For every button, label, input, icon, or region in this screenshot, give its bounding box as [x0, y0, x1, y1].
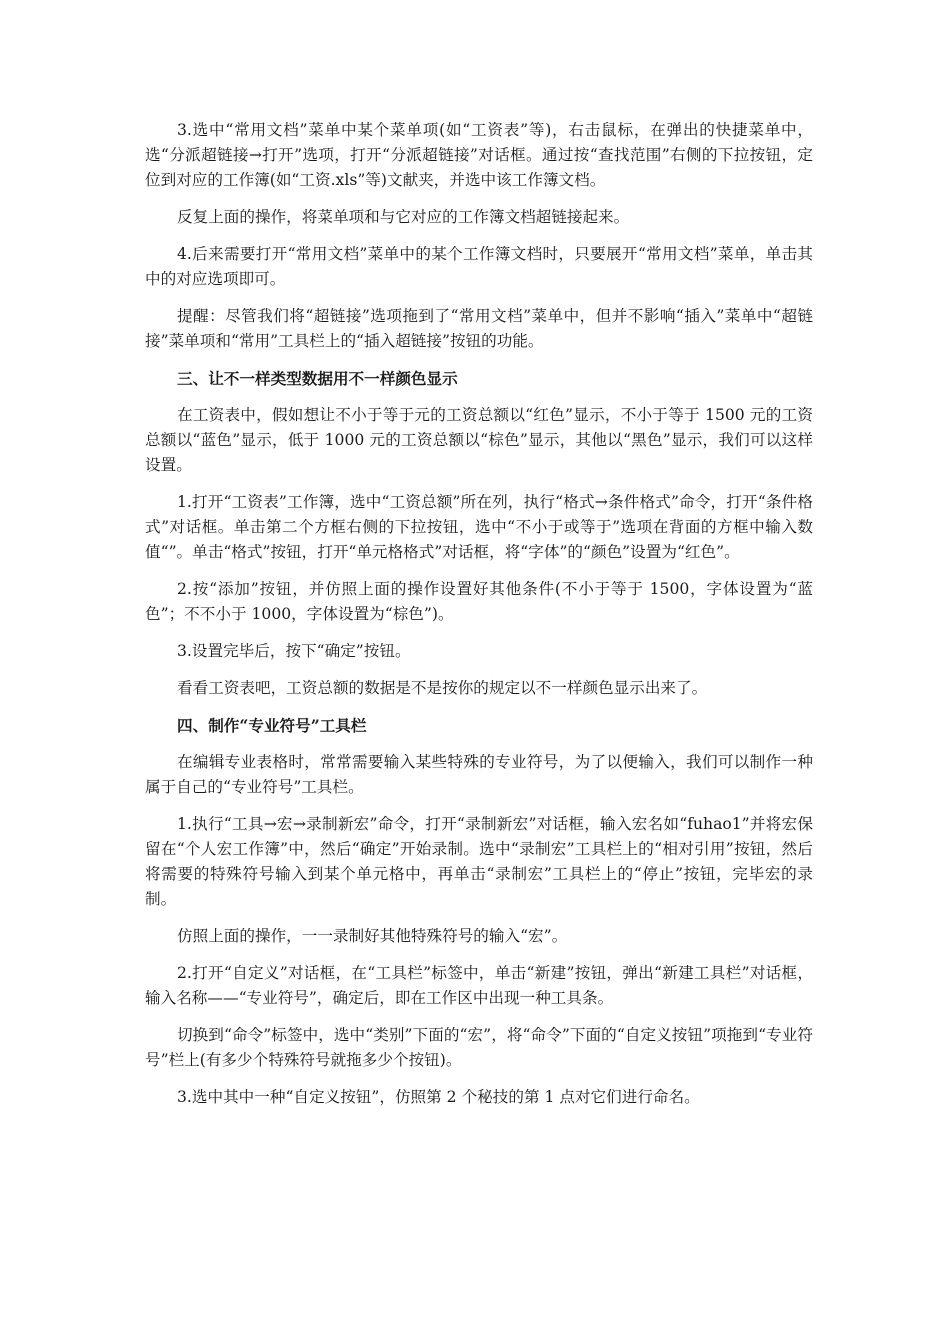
paragraph-command-tab: 切换到“命令”标签中，选中“类别”下面的“宏”，将“命令”下面的“自定义按钮”项拖到“专业符号”栏上(有多少个特殊符号就拖多少个按钮)。 [145, 1026, 813, 1069]
paragraph-step1-macro: 1.执行“工具→宏→录制新宏”命令，打开“录制新宏”对话框，输入宏名如“fuhao1”并将宏保留在“个人宏工作簿”中，然后“确定”开始录制。选中“录制宏”工具栏上的“相对引用”按钮，然后将需要的特殊符号输入到某个单元格中，再单击“录制宏”工具栏上的“停止”按钮，完毕宏的录制。 [145, 815, 813, 908]
paragraph-toolbar-intro: 在编辑专业表格时，常常需要输入某些特殊的专业符号，为了以便输入，我们可以制作一种属于自己的“专业符号”工具栏。 [145, 753, 813, 796]
paragraph-step2-add: 2.按“添加”按钮，并仿照上面的操作设置好其他条件(不小于等于 1500，字体设置为“蓝色”；不不小于 1000，字体设置为“棕色”)。 [145, 580, 813, 623]
paragraph-repeat-macro: 仿照上面的操作，一一录制好其他特殊符号的输入“宏”。 [177, 927, 568, 945]
paragraph-salary-intro: 在工资表中，假如想让不小于等于元的工资总额以“红色”显示，不小于等于 1500 元的工资总额以“蓝色”显示，低于 1000 元的工资总额以“棕色”显示，其他以“黑色”显示，我们可以这样设置。 [145, 406, 813, 474]
paragraph-step2-customize: 2.打开“自定义”对话框，在“工具栏”标签中，单击“新建”按钮，弹出“新建工具栏”对话框，输入名称——“专业符号”，确定后，即在工作区中出现一种工具条。 [145, 964, 813, 1007]
paragraph-step4-open: 4.后来需要打开“常用文档”菜单中的某个工作簿文档时，只要展开“常用文档”菜单，单击其中的对应选项即可。 [145, 245, 813, 288]
paragraph-reminder: 提醒：尽管我们将“超链接”选项拖到了“常用文档”菜单中，但并不影响“插入”菜单中“超链接”菜单项和“常用”工具栏上的“插入超链接”按钮的功能。 [145, 307, 813, 350]
paragraph-repeat-operation: 反复上面的操作，将菜单项和与它对应的工作簿文档超链接起来。 [177, 208, 630, 226]
paragraph-step3-confirm: 3.设置完毕后，按下“确定”按钮。 [177, 642, 411, 660]
section-heading-3: 三、让不一样类型数据用不一样颜色显示 [177, 369, 458, 388]
paragraph-step3-hyperlink: 3.选中“常用文档”菜单中某个菜单项(如“工资表”等)，右击鼠标，在弹出的快捷菜单中，选“分派超链接→打开”选项，打开“分派超链接”对话框。通过按“查找范围”右侧的下拉按钮，定位到对应的工作簿(如“工资.xls”等)文献夹，并选中该工作簿文档。 [145, 121, 813, 189]
section-heading-4: 四、制作“专业符号”工具栏 [177, 716, 367, 735]
document-page [145, 118, 813, 1122]
paragraph-step3-name: 3.选中其中一种“自定义按钮”，仿照第 2 个秘技的第 1 点对它们进行命名。 [177, 1088, 700, 1106]
paragraph-result: 看看工资表吧，工资总额的数据是不是按你的规定以不一样颜色显示出来了。 [177, 679, 708, 697]
paragraph-step1-condition: 1.打开“工资表”工作簿，选中“工资总额”所在列，执行“格式→条件格式”命令，打开“条件格式”对话框。单击第二个方框右侧的下拉按钮，选中“不小于或等于”选项在背面的方框中输入数值“”。单击“格式”按钮，打开“单元格格式”对话框，将“字体”的“颜色”设置为“红色”。 [145, 493, 813, 561]
